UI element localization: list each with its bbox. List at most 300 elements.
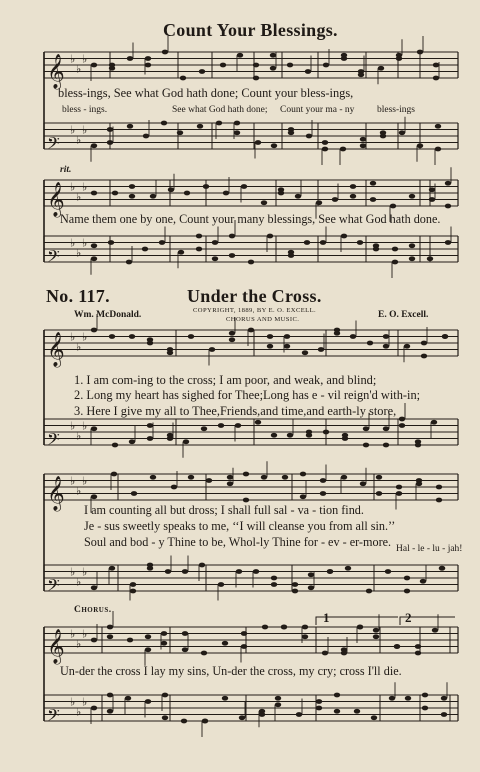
note-head xyxy=(127,638,133,643)
flat-sign-icon: ♭ xyxy=(70,565,76,579)
flat-sign-icon: ♭ xyxy=(82,236,88,250)
note-head xyxy=(259,712,265,717)
note-head xyxy=(327,569,333,574)
note-head xyxy=(150,475,156,480)
note-head xyxy=(275,702,281,707)
note-head xyxy=(433,63,439,68)
note-head xyxy=(415,651,421,656)
note-head xyxy=(129,184,135,189)
note-head xyxy=(373,628,379,633)
note-head xyxy=(404,344,410,349)
note-head xyxy=(316,200,322,205)
note-head xyxy=(237,53,243,58)
note-head xyxy=(441,712,447,717)
note-head xyxy=(422,693,428,698)
flat-sign-icon: ♭ xyxy=(82,627,88,641)
note-head xyxy=(323,63,329,68)
note-head xyxy=(370,181,376,186)
verse-line: 1. I am com-ing to the cross; I am poor, and weak, and blind; xyxy=(74,373,377,387)
note-head xyxy=(284,334,290,339)
note-head xyxy=(241,644,247,649)
note-head xyxy=(366,589,372,594)
copyright-line: CHORUS AND MUSIC. xyxy=(226,316,300,323)
note-head xyxy=(284,344,290,349)
note-head xyxy=(383,334,389,339)
flat-sign-icon: ♭ xyxy=(76,705,82,719)
bass-clef-icon: 𝄢 xyxy=(47,246,60,270)
note-head xyxy=(399,423,405,428)
lyric-line: bless - ings. xyxy=(62,105,108,115)
note-head xyxy=(376,491,382,496)
note-head xyxy=(199,69,205,74)
note-head xyxy=(332,197,338,202)
flat-sign-icon: ♭ xyxy=(82,474,88,488)
note-head xyxy=(184,191,190,196)
note-head xyxy=(162,693,168,698)
flat-sign-icon: ♭ xyxy=(76,340,82,354)
note-head xyxy=(320,478,326,483)
flat-sign-icon: ♭ xyxy=(82,419,88,433)
note-head xyxy=(300,494,306,499)
note-head xyxy=(383,344,389,349)
note-head xyxy=(302,625,308,630)
note-head xyxy=(222,696,228,701)
note-head xyxy=(296,712,302,717)
note-head xyxy=(91,638,97,643)
note-head xyxy=(396,485,402,490)
note-head xyxy=(323,430,329,435)
note-head xyxy=(177,130,183,135)
note-head xyxy=(271,143,277,148)
composer-credit: E. O. Excell. xyxy=(378,310,429,320)
bass-clef-icon: 𝄢 xyxy=(47,575,60,599)
note-head xyxy=(165,569,171,574)
note-head xyxy=(306,430,312,435)
note-head xyxy=(126,260,132,265)
note-head xyxy=(431,420,437,425)
note-head xyxy=(147,563,153,568)
note-head xyxy=(203,184,209,189)
note-head xyxy=(261,200,267,205)
ending-2-label: 2 xyxy=(405,610,412,625)
note-head xyxy=(271,582,277,587)
note-head xyxy=(212,256,218,261)
note-head xyxy=(302,350,308,355)
note-head xyxy=(91,143,97,148)
flat-sign-icon: ♭ xyxy=(82,180,88,194)
note-head xyxy=(421,341,427,346)
note-head xyxy=(196,247,202,252)
note-head xyxy=(295,194,301,199)
flat-sign-icon: ♭ xyxy=(76,133,82,147)
treble-clef-icon: 𝄞 xyxy=(47,476,65,511)
note-head xyxy=(162,715,168,720)
note-head xyxy=(417,143,423,148)
note-head xyxy=(350,194,356,199)
flat-sign-icon: ♭ xyxy=(76,429,82,443)
note-head xyxy=(129,194,135,199)
note-head xyxy=(282,475,288,480)
note-head xyxy=(229,253,235,258)
tempo-marking: rit. xyxy=(60,165,72,175)
note-head xyxy=(429,197,435,202)
note-head xyxy=(180,76,186,81)
note-head xyxy=(396,491,402,496)
note-head xyxy=(212,240,218,245)
note-head xyxy=(281,625,287,630)
note-head xyxy=(363,426,369,431)
note-head xyxy=(380,134,386,139)
flat-sign-icon: ♭ xyxy=(70,419,76,433)
flat-sign-icon: ♭ xyxy=(70,236,76,250)
note-head xyxy=(342,436,348,441)
note-head xyxy=(107,625,113,630)
note-head xyxy=(442,334,448,339)
chorus-lyric: Un-der the cross I lay my sins, Un-der the cross, my cry; cross I'll die. xyxy=(60,664,402,678)
note-head xyxy=(305,69,311,74)
note-head xyxy=(358,72,364,77)
note-head xyxy=(390,204,396,209)
treble-clef-icon: 𝄞 xyxy=(47,54,65,89)
note-head xyxy=(145,647,151,652)
note-head xyxy=(367,341,373,346)
note-head xyxy=(145,63,151,68)
note-head xyxy=(360,481,366,486)
note-head xyxy=(383,443,389,448)
note-head xyxy=(409,256,415,261)
lyric-line: Count your ma - ny xyxy=(280,105,355,115)
verse-line: 2. Long my heart has sighed for Thee;Long has e - vil reign'd with-in; xyxy=(74,388,421,402)
note-head xyxy=(222,641,228,646)
note-head xyxy=(216,121,222,126)
note-head xyxy=(188,334,194,339)
note-head xyxy=(376,475,382,480)
note-head xyxy=(435,124,441,129)
note-head xyxy=(107,693,113,698)
note-head xyxy=(334,693,340,698)
note-head xyxy=(288,253,294,258)
note-head xyxy=(131,491,137,496)
flat-sign-icon: ♭ xyxy=(76,62,82,76)
note-head xyxy=(220,63,226,68)
note-head xyxy=(183,439,189,444)
note-head xyxy=(427,256,433,261)
note-head xyxy=(129,334,135,339)
note-head xyxy=(363,443,369,448)
note-head xyxy=(334,709,340,714)
note-head xyxy=(357,625,363,630)
flat-sign-icon: ♭ xyxy=(76,575,82,589)
note-head xyxy=(392,247,398,252)
flat-sign-icon: ♭ xyxy=(82,330,88,344)
note-head xyxy=(150,194,156,199)
note-head xyxy=(357,240,363,245)
note-head xyxy=(218,423,224,428)
note-head xyxy=(445,181,451,186)
note-head xyxy=(404,576,410,581)
note-head xyxy=(288,130,294,135)
note-head xyxy=(435,147,441,152)
note-head xyxy=(145,56,151,61)
note-head xyxy=(318,347,324,352)
bass-clef-icon: 𝄢 xyxy=(47,705,60,729)
note-head xyxy=(415,644,421,649)
note-head xyxy=(341,647,347,652)
note-head xyxy=(421,354,427,359)
note-head xyxy=(389,696,395,701)
note-head xyxy=(162,50,168,55)
note-head xyxy=(320,491,326,496)
note-head xyxy=(262,625,268,630)
lyric-line: Name them one by one, Count your many blessings, See what God hath done. xyxy=(60,212,441,226)
note-head xyxy=(201,426,207,431)
note-head xyxy=(241,631,247,636)
note-head xyxy=(147,423,153,428)
note-head xyxy=(320,240,326,245)
flat-sign-icon: ♭ xyxy=(76,484,82,498)
note-head xyxy=(322,140,328,145)
hallelujah-text: Hal - le - lu - jah! xyxy=(396,544,463,554)
note-head xyxy=(436,485,442,490)
note-head xyxy=(125,696,131,701)
note-head xyxy=(267,334,273,339)
note-head xyxy=(385,569,391,574)
flat-sign-icon: ♭ xyxy=(70,123,76,137)
note-head xyxy=(243,472,249,477)
note-head xyxy=(292,589,298,594)
note-head xyxy=(112,191,118,196)
note-head xyxy=(360,143,366,148)
bass-clef-icon: 𝄢 xyxy=(47,133,60,157)
note-head xyxy=(340,147,346,152)
note-head xyxy=(109,566,115,571)
note-head xyxy=(167,350,173,355)
note-head xyxy=(147,436,153,441)
note-head xyxy=(292,582,298,587)
note-head xyxy=(167,433,173,438)
note-head xyxy=(91,706,97,711)
verse-line: Je - sus sweetly speaks to me, ‘‘I will cleanse you from all sin.’’ xyxy=(84,519,396,533)
song-title: Under the Cross. xyxy=(187,286,322,306)
note-head xyxy=(91,243,97,248)
note-head xyxy=(107,140,113,145)
note-head xyxy=(308,572,314,577)
note-head xyxy=(130,582,136,587)
note-head xyxy=(143,134,149,139)
note-head xyxy=(341,53,347,58)
note-head xyxy=(209,347,215,352)
note-head xyxy=(142,247,148,252)
note-head xyxy=(302,634,308,639)
note-head xyxy=(422,706,428,711)
note-head xyxy=(130,589,136,594)
note-head xyxy=(159,240,165,245)
note-head xyxy=(218,582,224,587)
note-head xyxy=(404,589,410,594)
treble-clef-icon: 𝄞 xyxy=(47,182,65,217)
note-head xyxy=(399,417,405,422)
note-head xyxy=(429,187,435,192)
flat-sign-icon: ♭ xyxy=(82,565,88,579)
note-head xyxy=(306,134,312,139)
note-head xyxy=(417,50,423,55)
note-head xyxy=(341,234,347,239)
flat-sign-icon: ♭ xyxy=(76,637,82,651)
note-head xyxy=(383,426,389,431)
note-head xyxy=(267,234,273,239)
note-head xyxy=(270,53,276,58)
note-head xyxy=(394,644,400,649)
copyright-line: COPYRIGHT, 1889, BY E. O. EXCELL. xyxy=(193,307,317,314)
note-head xyxy=(345,566,351,571)
verse-line: 3. Here I give my all to Thee,Friends,and time,and earth-ly store, xyxy=(74,404,397,418)
lyric-line: See what God hath done; xyxy=(172,105,268,115)
note-head xyxy=(91,328,97,333)
note-head xyxy=(248,328,254,333)
note-head xyxy=(350,184,356,189)
note-head xyxy=(378,66,384,71)
note-head xyxy=(270,66,276,71)
note-head xyxy=(441,696,447,701)
note-head xyxy=(201,651,207,656)
note-head xyxy=(409,194,415,199)
note-head xyxy=(341,475,347,480)
bass-clef-icon: 𝄢 xyxy=(47,429,60,453)
flat-sign-icon: ♭ xyxy=(82,695,88,709)
flat-sign-icon: ♭ xyxy=(70,330,76,344)
note-head xyxy=(112,443,118,448)
flat-sign-icon: ♭ xyxy=(82,123,88,137)
treble-clef-icon: 𝄞 xyxy=(47,332,65,367)
note-head xyxy=(392,260,398,265)
flat-sign-icon: ♭ xyxy=(70,180,76,194)
note-head xyxy=(147,337,153,342)
verse-line: I am counting all but dross; I shall full sal - va - tion find. xyxy=(84,503,364,517)
note-head xyxy=(445,240,451,245)
author-credit: Wm. McDonald. xyxy=(74,310,142,320)
note-head xyxy=(181,719,187,724)
note-head xyxy=(161,121,167,126)
note-head xyxy=(409,243,415,248)
note-head xyxy=(223,191,229,196)
note-head xyxy=(436,498,442,503)
note-head xyxy=(354,709,360,714)
flat-sign-icon: ♭ xyxy=(70,627,76,641)
note-head xyxy=(91,63,97,68)
note-head xyxy=(371,715,377,720)
note-head xyxy=(202,719,208,724)
note-head xyxy=(253,569,259,574)
note-head xyxy=(322,147,328,152)
note-head xyxy=(373,634,379,639)
note-head xyxy=(199,563,205,568)
note-head xyxy=(241,184,247,189)
lyric-line: bless-ings, See what God hath done; Count your bless-ings, xyxy=(58,86,354,100)
note-head xyxy=(234,130,240,135)
note-head xyxy=(253,76,259,81)
note-head xyxy=(287,63,293,68)
note-head xyxy=(316,699,322,704)
note-head xyxy=(334,328,340,333)
note-head xyxy=(255,140,261,145)
note-head xyxy=(261,475,267,480)
note-head xyxy=(145,634,151,639)
note-head xyxy=(108,240,114,245)
note-head xyxy=(239,715,245,720)
note-head xyxy=(129,439,135,444)
note-head xyxy=(360,137,366,142)
flat-sign-icon: ♭ xyxy=(70,52,76,66)
note-head xyxy=(107,634,113,639)
note-head xyxy=(182,647,188,652)
note-head xyxy=(304,240,310,245)
note-head xyxy=(316,706,322,711)
note-head xyxy=(197,124,203,129)
note-head xyxy=(161,641,167,646)
note-head xyxy=(145,699,151,704)
note-head xyxy=(287,433,293,438)
note-head xyxy=(235,423,241,428)
note-head xyxy=(182,631,188,636)
note-head xyxy=(396,56,402,61)
note-head xyxy=(322,651,328,656)
note-head xyxy=(182,569,188,574)
note-head xyxy=(188,475,194,480)
note-head xyxy=(420,579,426,584)
note-head xyxy=(127,56,133,61)
note-head xyxy=(109,66,115,71)
note-head xyxy=(433,76,439,81)
note-head xyxy=(370,197,376,202)
note-head xyxy=(168,187,174,192)
note-head xyxy=(267,344,273,349)
note-head xyxy=(350,334,356,339)
note-head xyxy=(278,191,284,196)
note-head xyxy=(229,337,235,342)
flat-sign-icon: ♭ xyxy=(76,246,82,260)
note-head xyxy=(243,498,249,503)
note-head xyxy=(439,566,445,571)
note-head xyxy=(416,478,422,483)
note-head xyxy=(271,433,277,438)
note-head xyxy=(91,426,97,431)
note-head xyxy=(127,124,133,129)
note-head xyxy=(91,585,97,590)
note-head xyxy=(227,481,233,486)
note-head xyxy=(229,331,235,336)
note-head xyxy=(248,260,254,265)
flat-sign-icon: ♭ xyxy=(70,474,76,488)
note-head xyxy=(399,130,405,135)
song-title: Count Your Blessings. xyxy=(163,20,338,40)
note-head xyxy=(196,234,202,239)
note-head xyxy=(373,247,379,252)
note-head xyxy=(206,478,212,483)
note-head xyxy=(405,696,411,701)
note-head xyxy=(445,204,451,209)
note-head xyxy=(229,234,235,239)
note-head xyxy=(91,256,97,261)
note-head xyxy=(432,628,438,633)
note-head xyxy=(107,709,113,714)
treble-clef-icon: 𝄞 xyxy=(47,629,65,664)
note-head xyxy=(107,127,113,132)
note-head xyxy=(111,472,117,477)
note-head xyxy=(271,576,277,581)
chorus-label: Chorus. xyxy=(74,605,112,615)
ending-1-label: 1 xyxy=(323,610,330,625)
note-head xyxy=(161,631,167,636)
